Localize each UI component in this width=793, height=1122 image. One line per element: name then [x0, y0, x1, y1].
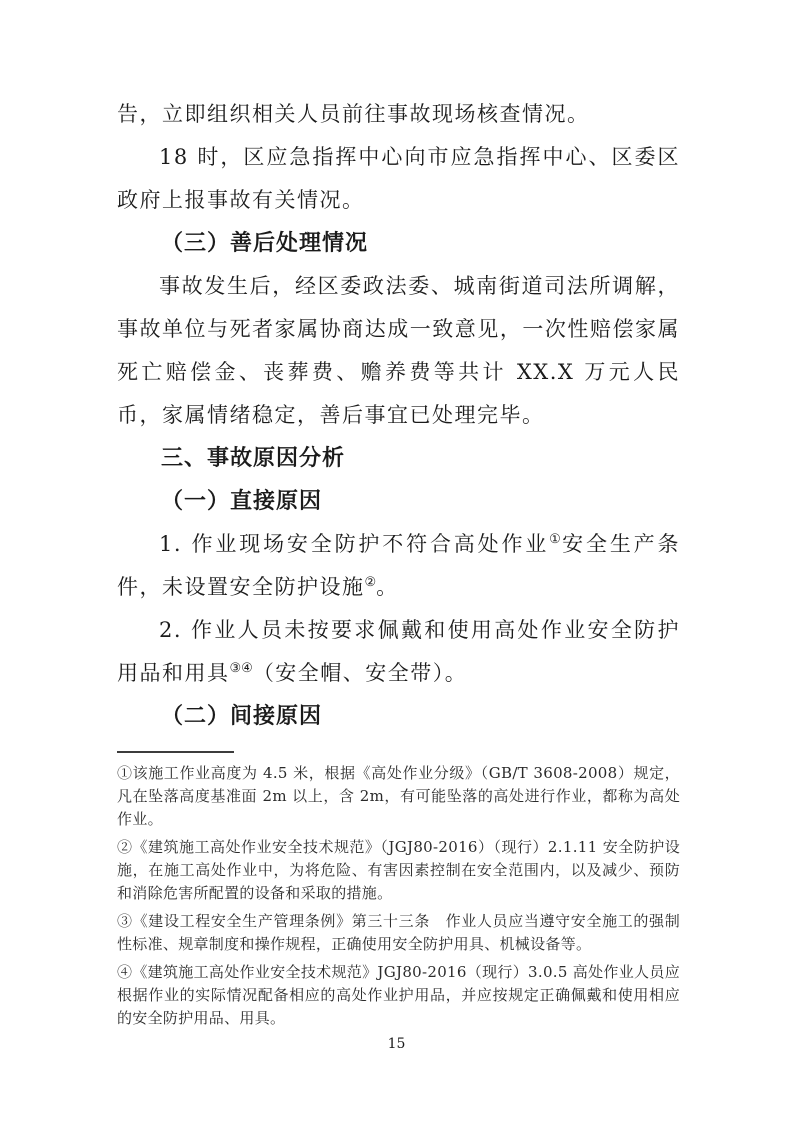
direct-cause-2-text-end: （安全帽、安全带）。 — [252, 661, 468, 685]
footnote-1: ①该施工作业高度为 4.5 米，根据《高处作业分级》（GB/T 3608-2008）规定，凡在坠落高度基准面 2m 以上，含 2m，有可能坠落的高处进行作业，都称为高处作业。 — [117, 764, 680, 828]
footnote-separator — [117, 751, 234, 753]
paragraph-report: 18 时，区应急指挥中心向市应急指挥中心、区委区政府上报事故有关情况。 — [117, 145, 680, 212]
direct-cause-1-text: 1. 作业现场安全防护不符合高处作业 — [159, 532, 550, 556]
paragraph-direct-cause-2 — [117, 609, 680, 695]
direct-cause-1-text-end: 。 — [376, 575, 399, 599]
heading-cause-analysis: 三、事故原因分析 — [161, 446, 346, 471]
page-content — [117, 93, 680, 1035]
footnote-2: ②《建筑施工高处作业安全技术规范》（JGJ80-2016）（现行）2.1.11 安全防护设施，在施工高处作业中，为将危险、有害因素控制在安全范围内，以及减少、预防和消除危害所配置的设备和采取的措施。 — [117, 838, 680, 902]
footnote-3: ③《建设工程安全生产管理条例》第三十三条 作业人员应当遵守安全施工的强制性标准、规章制度和操作规程，正确使用安全防护用具、机械设备等。 — [117, 912, 680, 953]
direct-cause-1-text-cont: 安全生产条件，未设置安全防护设施 — [117, 532, 680, 599]
footnote-area — [117, 751, 680, 1030]
footnote-ref-1: ① — [549, 532, 563, 547]
footnote-ref-2: ② — [364, 575, 377, 590]
paragraph-continuation: 告，立即组织相关人员前往事故现场核查情况。 — [117, 102, 590, 126]
page-number: 15 — [387, 1036, 406, 1052]
heading-indirect-cause: （二）间接原因 — [161, 703, 323, 729]
footnote-4: ④《建筑施工高处作业安全技术规范》JGJ80-2016（现行）3.0.5 高处作业人员应根据作业的实际情况配备相应的高处作业护用品，并应按规定正确佩戴和使用相应的安全防护用品、用具。 — [117, 963, 680, 1027]
footnote-ref-3-4: ③④ — [229, 661, 253, 676]
paragraph-direct-cause-1 — [117, 523, 680, 609]
direct-cause-2-text: 2. 作业人员未按要求佩戴和使用高处作业安全防护用品和用具 — [117, 618, 680, 685]
heading-aftermath-handling: （三）善后处理情况 — [161, 230, 369, 256]
paragraph-aftermath: 事故发生后，经区委政法委、城南街道司法所调解，事故单位与死者家属协商达成一致意见，一次性赔偿家属死亡赔偿金、丧葬费、赡养费等共计 XX.X 万元人民币，家属情绪稳定，善后事宜已处理完毕。 — [117, 274, 680, 427]
heading-direct-cause: （一）直接原因 — [161, 488, 323, 514]
